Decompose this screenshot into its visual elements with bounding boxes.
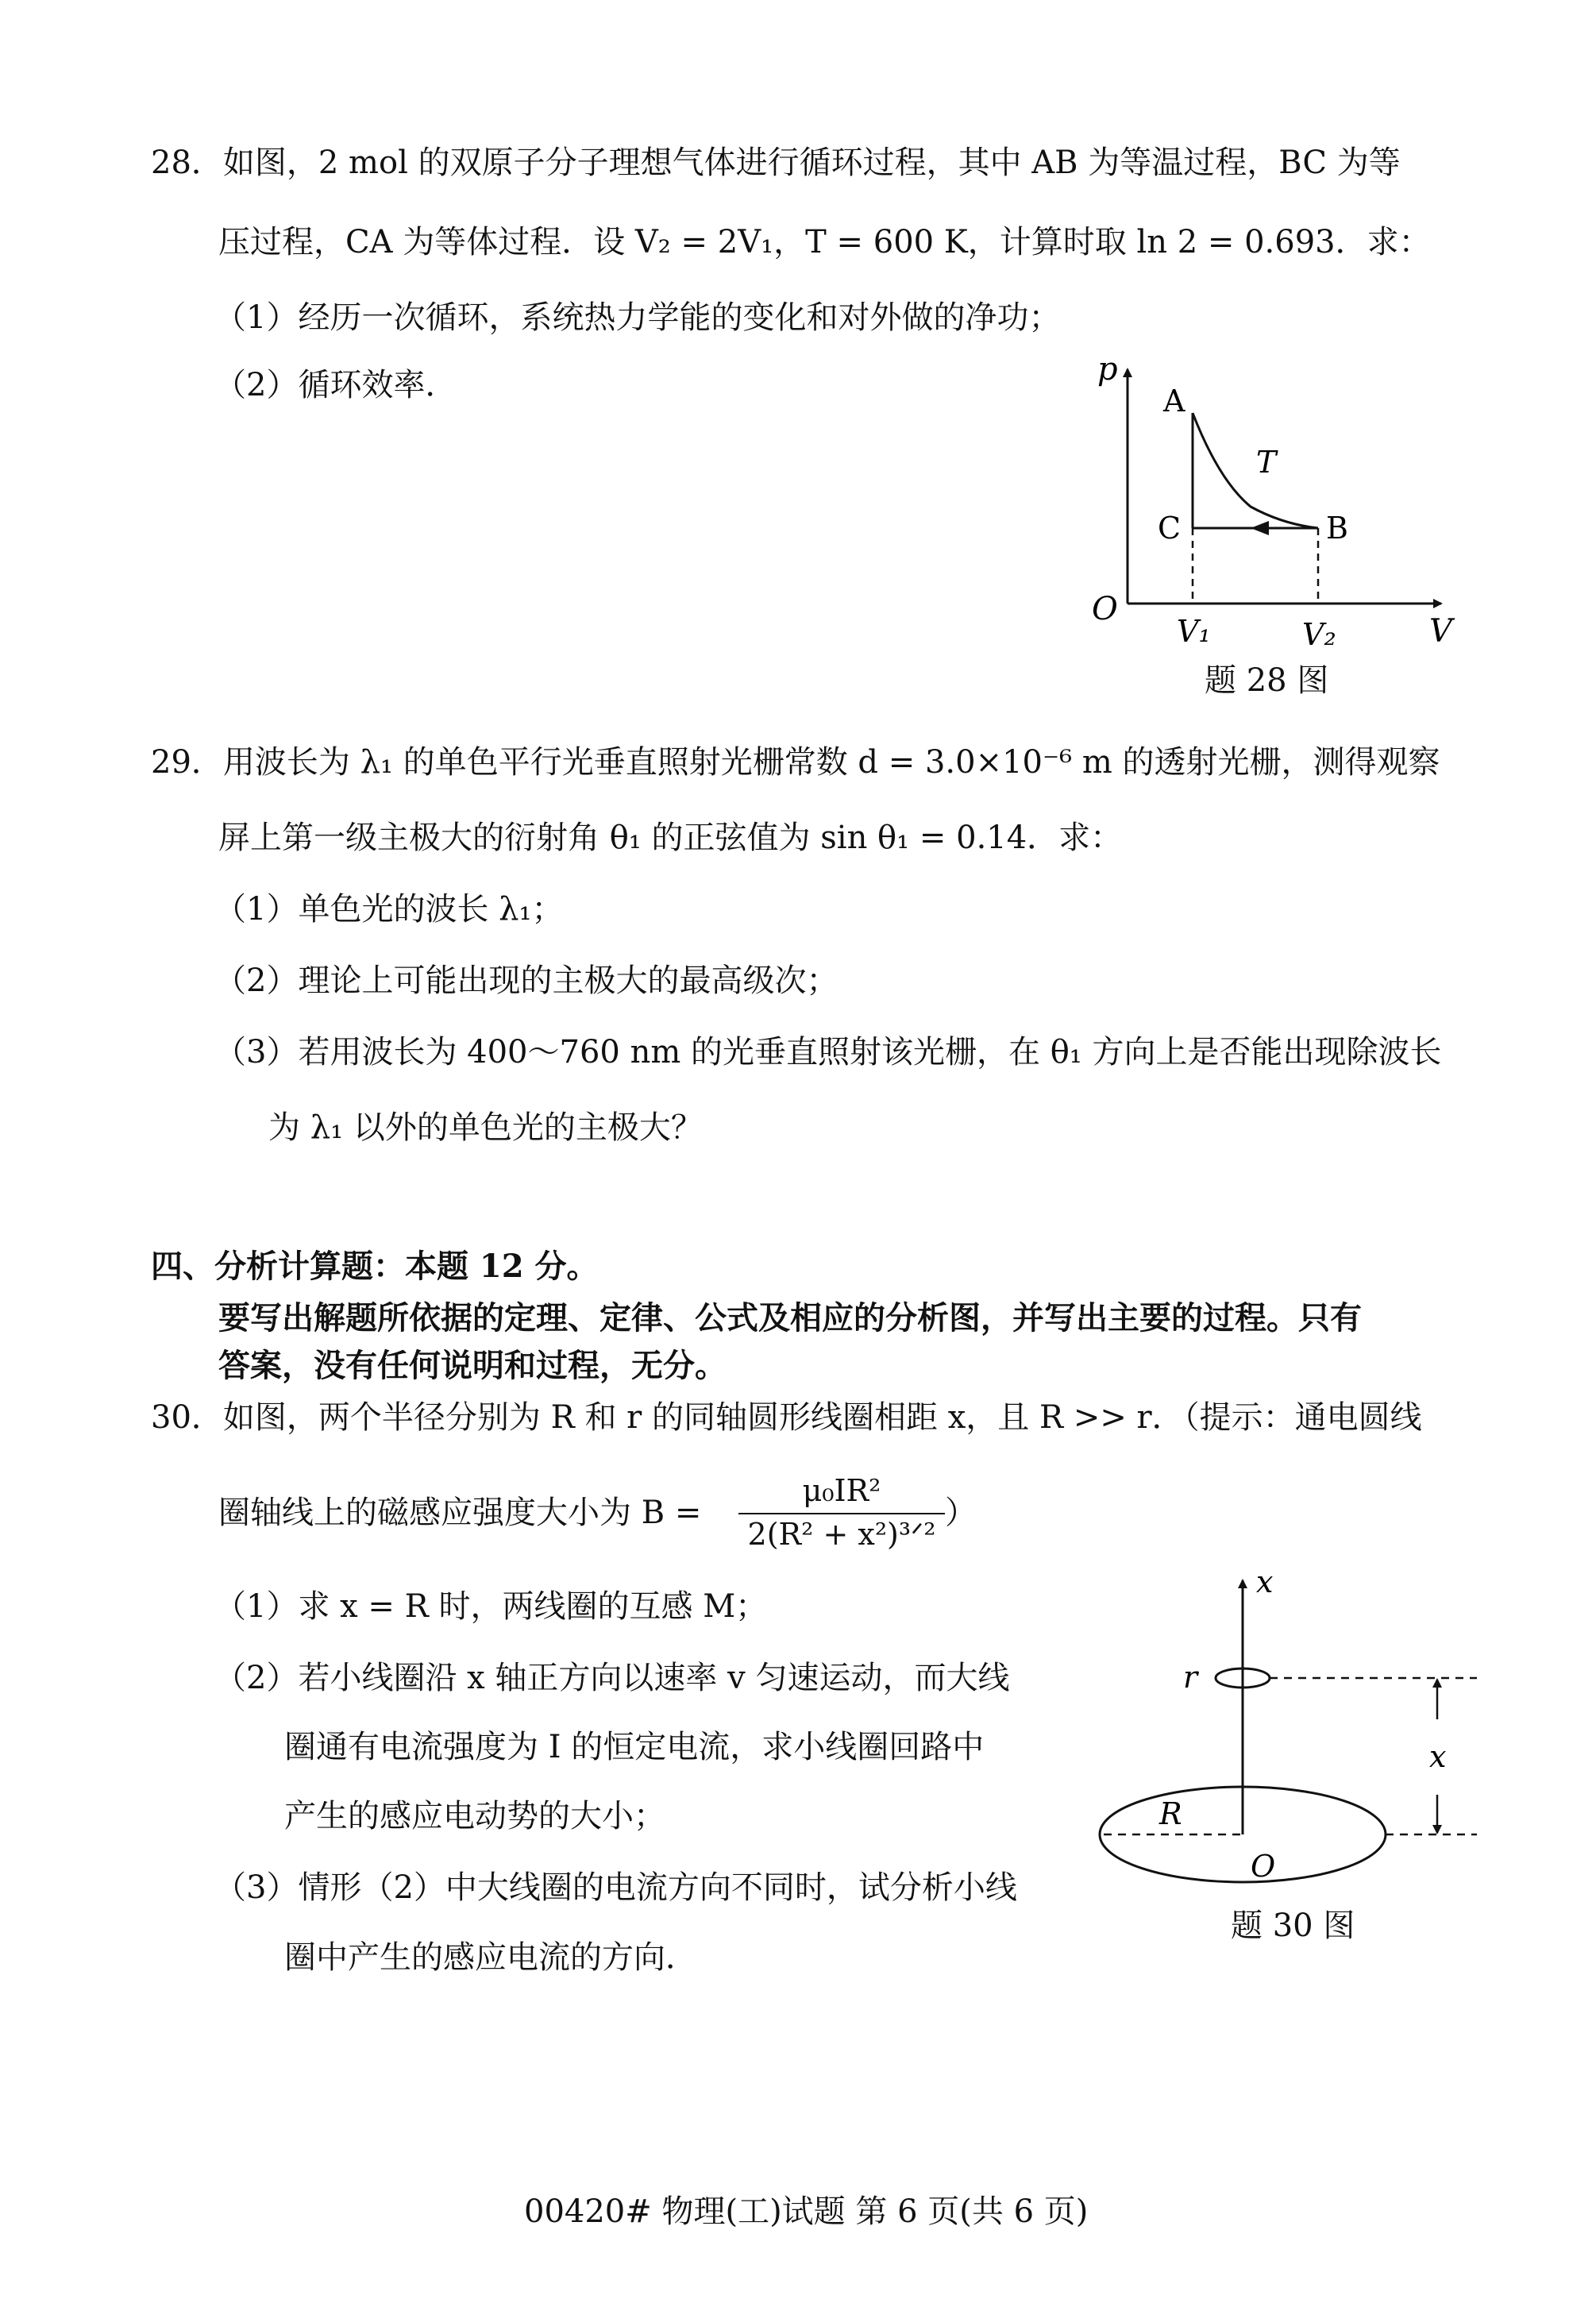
label-c: C	[1158, 511, 1182, 546]
q30-line2-suffix: ）	[945, 1495, 977, 1531]
q28-sub1: （1）经历一次循环，系统热力学能的变化和对外做的净功；	[214, 299, 1061, 336]
label-v1: V₁	[1177, 614, 1211, 649]
label-a: A	[1163, 384, 1185, 419]
label-p: p	[1097, 351, 1118, 388]
q29-sub3a: （3）若用波长为 400～760 nm 的光垂直照射该光栅，在 θ₁ 方向上是否能出现除波长	[214, 1034, 1442, 1070]
q29-sub3b: 为 λ₁ 以外的单色光的主极大？	[268, 1109, 703, 1146]
label-v: V	[1429, 613, 1452, 650]
section4-note1: 要写出解题所依据的定理、定律、公式及相应的分析图，并写出主要的过程。只有	[218, 1299, 1362, 1337]
q30-sub2a: （2）若小线圈沿 x 轴正方向以速率 v 匀速运动，而大线	[214, 1660, 1010, 1696]
q30-sub3a: （3）情形（2）中大线圈的电流方向不同时，试分析小线	[214, 1869, 1017, 1906]
label-v2: V₂	[1302, 617, 1336, 652]
label-b: B	[1326, 511, 1348, 546]
label-big-r: R	[1159, 1796, 1182, 1831]
isotherm-ab	[1193, 413, 1318, 528]
q30-sub1: （1）求 x = R 时，两线圈的互感 M；	[214, 1588, 768, 1625]
fig28-caption: 题 28 图	[1205, 662, 1329, 699]
q30-sub3b: 圈中产生的感应电流的方向．	[284, 1939, 697, 1976]
fig30-caption: 题 30 图	[1231, 1908, 1355, 1944]
formula-denominator: 2(R² + x²)³ᐟ²	[747, 1517, 936, 1552]
q28-line2: 压过程，CA 为等体过程．设 V₂ = 2V₁，T = 600 K，计算时取 ln 2 = 0.693．求：	[218, 224, 1431, 260]
section4-title: 四、分析计算题：本题 12 分。	[151, 1248, 599, 1285]
label-t: T	[1256, 445, 1277, 480]
q30-sub2b: 圈通有电流强度为 I 的恒定电流，求小线圈回路中	[284, 1729, 985, 1765]
q28-line1: 28．如图，2 mol 的双原子分子理想气体进行循环过程，其中 AB 为等温过程，BC 为等	[151, 145, 1401, 181]
label-x-dim: x	[1429, 1739, 1447, 1774]
formula-numerator: μ₀IR²	[802, 1473, 881, 1508]
section4-note2: 答案，没有任何说明和过程，无分。	[218, 1347, 727, 1384]
label-x-axis: x	[1256, 1568, 1274, 1599]
q29-sub2: （2）理论上可能出现的主极大的最高级次；	[214, 962, 838, 999]
label-o: O	[1092, 591, 1118, 627]
formula-fraction-bar	[738, 1513, 945, 1514]
page-footer: 00420# 物理(工)试题 第 6 页(共 6 页)	[524, 2193, 1089, 2230]
bc-arrow-icon	[1251, 521, 1269, 535]
pv-diagram	[1080, 349, 1461, 659]
q30-line1: 30．如图，两个半径分别为 R 和 r 的同轴圆形线圈相距 x，且 R >> r．（提示：通电圆线	[151, 1399, 1422, 1436]
q29-sub1: （1）单色光的波长 λ₁；	[214, 891, 564, 928]
q29-line1: 29．用波长为 λ₁ 的单色平行光垂直照射光栅常数 d = 3.0×10⁻⁶ m 的透射光栅，测得观察	[151, 744, 1440, 781]
q30-sub2c: 产生的感应电动势的大小；	[284, 1798, 665, 1834]
q30-line2-prefix: 圈轴线上的磁感应强度大小为 B =	[218, 1495, 702, 1531]
coil-diagram	[1088, 1568, 1485, 1886]
label-r: r	[1183, 1660, 1198, 1695]
q28-sub2: （2）循环效率．	[214, 367, 457, 403]
label-o: O	[1251, 1849, 1276, 1884]
q29-line2: 屏上第一级主极大的衍射角 θ₁ 的正弦值为 sin θ₁ = 0.14．求：	[218, 820, 1123, 856]
